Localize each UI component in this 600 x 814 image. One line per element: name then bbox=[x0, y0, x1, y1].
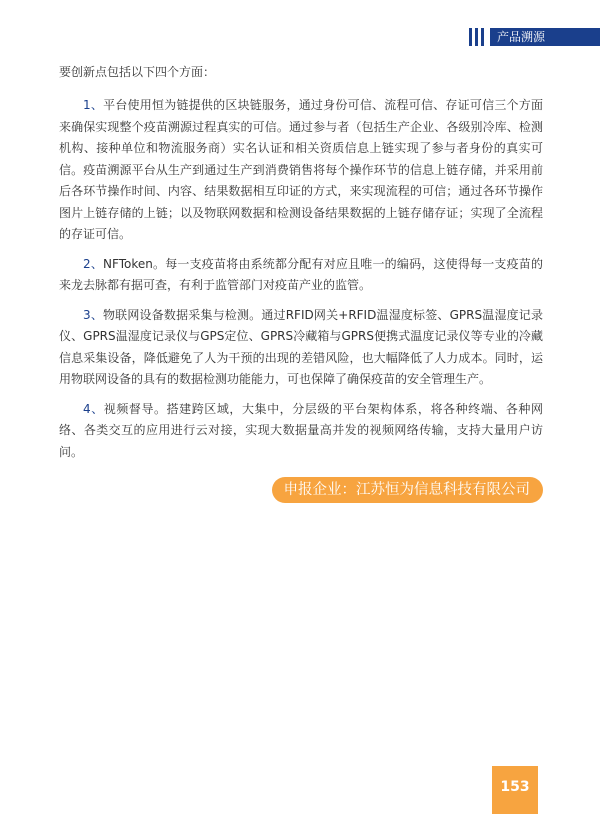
intro-text: 要创新点包括以下四个方面： bbox=[59, 65, 216, 79]
header-stripe bbox=[475, 28, 478, 46]
point-paragraph bbox=[59, 399, 543, 464]
point-paragraph bbox=[59, 95, 543, 246]
point-number: 4、 bbox=[83, 401, 104, 416]
company-badge bbox=[272, 477, 544, 503]
company-label: 申报企业： bbox=[283, 482, 356, 498]
point-number: 2、 bbox=[83, 256, 104, 271]
point-text: 物联网设备数据采集与检测。通过RFID网关+RFID温湿度标签、GPRS温湿度记录仪、GPRS温湿度记录仪与GPS定位、GPRS冷藏箱与GPRS便携式温度记录仪等专业的冷藏信息采集设备，降低避免了人为干预的出现的差错风险，也大幅降低了人力成本。同时，运用物联网设备的具有的数据检测功能能力，可也保障了确保疫苗的安全管理生产。 bbox=[59, 307, 543, 386]
point-number: 3、 bbox=[83, 307, 103, 322]
section-title: 产品溯源 bbox=[497, 30, 546, 44]
point-paragraph bbox=[59, 305, 543, 391]
point-text: 视频督导。搭建跨区域，大集中，分层级的平台架构体系，将各种终端、各种网络、各类交互的应用进行云对接，实现大数据量高并发的视频网络传输，支持大量用户访问。 bbox=[59, 401, 543, 459]
point-paragraph bbox=[59, 254, 543, 297]
article-body bbox=[59, 62, 543, 503]
company-row bbox=[59, 477, 543, 503]
header-stripe bbox=[481, 28, 484, 46]
page-number: 153 bbox=[492, 766, 538, 814]
point-text: NFToken。每一支疫苗将由系统都分配有对应且唯一的编码，这使得每一支疫苗的来龙去脉都有据可查，有利于监管部门对疫苗产业的监管。 bbox=[59, 256, 543, 292]
point-text: 平台使用恒为链提供的区块链服务，通过身份可信、流程可信、存证可信三个方面来确保实现整个疫苗溯源过程真实的可信。通过参与者（包括生产企业、各级别冷库、检测机构、接种单位和物流服务商）实名认证和相关资质信息上链实现了参与者身份的真实可信。疫苗溯源平台从生产到通过生产到消费销售将每个操作环节的信息上链存储，并采用前后各环节操作时间、内容、结果数据相互印证的方式，来实现流程的可信；通过各环节操作图片上链存储的上链；以及物联网数据和检测设备结果数据的上链存储存证；实现了全流程的存证可信。 bbox=[59, 98, 543, 241]
header-stripe bbox=[469, 28, 472, 46]
section-header bbox=[490, 28, 600, 46]
company-name: 江苏恒为信息科技有限公司 bbox=[356, 482, 530, 498]
point-number: 1、 bbox=[83, 98, 104, 112]
